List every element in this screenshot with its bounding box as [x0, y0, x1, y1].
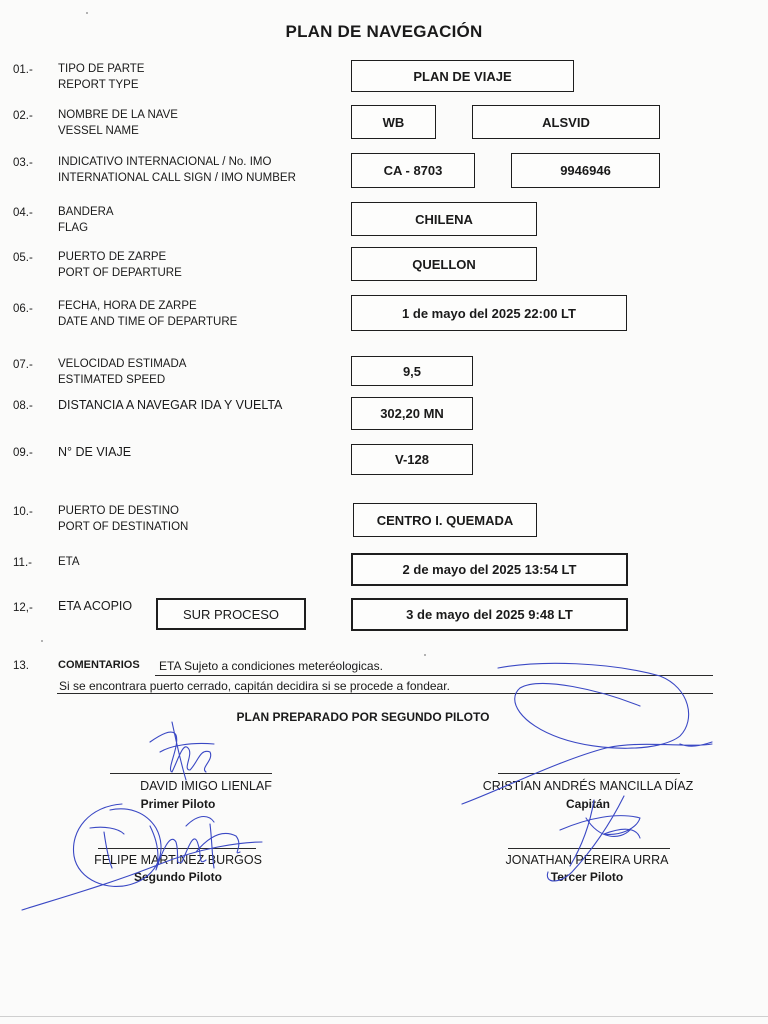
field-number: 01.- — [13, 64, 33, 76]
field-number: 05.- — [13, 252, 33, 264]
label-en: VESSEL NAME — [58, 125, 139, 137]
field-number: 08.- — [13, 400, 33, 412]
field-label-port-of-destination — [58, 503, 188, 535]
document-title: PLAN DE NAVEGACIÓN — [285, 22, 483, 41]
signer-name: JONATHAN PEREIRA URRA — [505, 853, 669, 867]
field-label-estimated-speed — [58, 356, 186, 388]
vessel-prefix-value: WB — [351, 105, 436, 139]
label-en: REPORT TYPE — [58, 79, 139, 91]
port-of-destination-value: CENTRO I. QUEMADA — [353, 503, 537, 537]
field-number: 10.- — [13, 506, 33, 518]
signature-line — [508, 848, 670, 849]
label-es: PUERTO DE DESTINO — [58, 505, 179, 517]
field-number: 12,- — [13, 602, 33, 614]
signer-role: Tercer Piloto — [550, 870, 624, 884]
label-en: FLAG — [58, 222, 89, 234]
imo-number-value: 9946946 — [511, 153, 660, 188]
label-es: BANDERA — [58, 206, 114, 218]
label-es: INDICATIVO INTERNACIONAL / No. IMO — [58, 156, 272, 168]
port-of-departure-value: QUELLON — [351, 247, 537, 281]
label-en: PORT OF DEPARTURE — [58, 267, 182, 279]
signer-role: Segundo Piloto — [134, 870, 222, 884]
flag-value: CHILENA — [351, 202, 537, 236]
report-type-value: PLAN DE VIAJE — [351, 60, 574, 92]
field-label-eta-acopio — [58, 598, 132, 614]
field-number: 04.- — [13, 207, 33, 219]
signature-david-imigo — [150, 722, 214, 780]
label-en: DATE AND TIME OF DEPARTURE — [58, 316, 238, 328]
vessel-name-value: ALSVID — [472, 105, 660, 139]
field-label-distance — [58, 397, 282, 413]
scan-speck — [86, 12, 88, 14]
label-es: DISTANCIA A NAVEGAR IDA Y VUELTA — [58, 398, 283, 412]
comments-line-2: Si se encontrara puerto cerrado, capitán decidira si se procede a fondear. — [59, 679, 450, 693]
field-label-port-of-departure — [58, 249, 182, 281]
comments-underline-2 — [57, 693, 713, 694]
field-label-departure-datetime — [58, 298, 237, 330]
scan-speck — [41, 640, 43, 642]
field-number: 02.- — [13, 110, 33, 122]
field-label-vessel-name — [58, 107, 178, 139]
comments-line-1: ETA Sujeto a condiciones meteréologicas. — [159, 659, 383, 673]
label-es: FECHA, HORA DE ZARPE — [58, 300, 197, 312]
estimated-speed-value: 9,5 — [351, 356, 473, 386]
field-number: 11.- — [13, 557, 32, 569]
scan-speck — [424, 654, 426, 656]
signature-line — [498, 773, 680, 774]
eta-acopio-value: 3 de mayo del 2025 9:48 LT — [351, 598, 628, 631]
distance-value: 302,20 MN — [351, 397, 473, 430]
field-number: 06.- — [13, 303, 33, 315]
comments-underline-1 — [155, 675, 713, 676]
signer-name: CRISTIAN ANDRÉS MANCILLA DÍAZ — [482, 779, 694, 793]
field-number: 03.- — [13, 157, 33, 169]
field-label-call-sign — [58, 154, 296, 186]
acopio-location-value: SUR PROCESO — [156, 598, 306, 630]
signer-role: Capitán — [565, 797, 610, 811]
comments-number: 13. — [13, 660, 29, 672]
label-es: VELOCIDAD ESTIMADA — [58, 358, 187, 370]
call-sign-value: CA - 8703 — [351, 153, 475, 188]
signature-line — [110, 773, 272, 774]
prepared-by-heading: PLAN PREPARADO POR SEGUNDO PILOTO — [236, 710, 490, 724]
page-bottom-edge — [0, 1016, 768, 1017]
signer-role: Primer Piloto — [140, 797, 216, 811]
label-en: PORT OF DESTINATION — [58, 521, 189, 533]
field-label-eta — [58, 554, 80, 570]
departure-datetime-value: 1 de mayo del 2025 22:00 LT — [351, 295, 627, 331]
label-en: INTERNATIONAL CALL SIGN / IMO NUMBER — [58, 172, 296, 184]
field-label-voyage-number — [58, 444, 131, 460]
signature-line — [98, 848, 256, 849]
label-es: TIPO DE PARTE — [58, 63, 145, 75]
label-es: NOMBRE DE LA NAVE — [58, 109, 178, 121]
field-number: 09.- — [13, 447, 33, 459]
signer-name: DAVID IMIGO LIENLAF — [140, 779, 272, 793]
label-es: ETA — [58, 556, 80, 568]
field-label-flag — [58, 204, 114, 236]
signer-name: FELIPE MARTINEZ BURGOS — [94, 853, 262, 867]
label-en: ESTIMATED SPEED — [58, 374, 166, 386]
voyage-number-value: V-128 — [351, 444, 473, 475]
label-es: ETA ACOPIO — [58, 599, 133, 613]
label-es: N° DE VIAJE — [58, 445, 132, 459]
comments-label: COMENTARIOS — [58, 659, 140, 671]
field-number: 07.- — [13, 359, 33, 371]
eta-value: 2 de mayo del 2025 13:54 LT — [351, 553, 628, 586]
field-label-report-type — [58, 61, 144, 93]
label-es: PUERTO DE ZARPE — [58, 251, 167, 263]
